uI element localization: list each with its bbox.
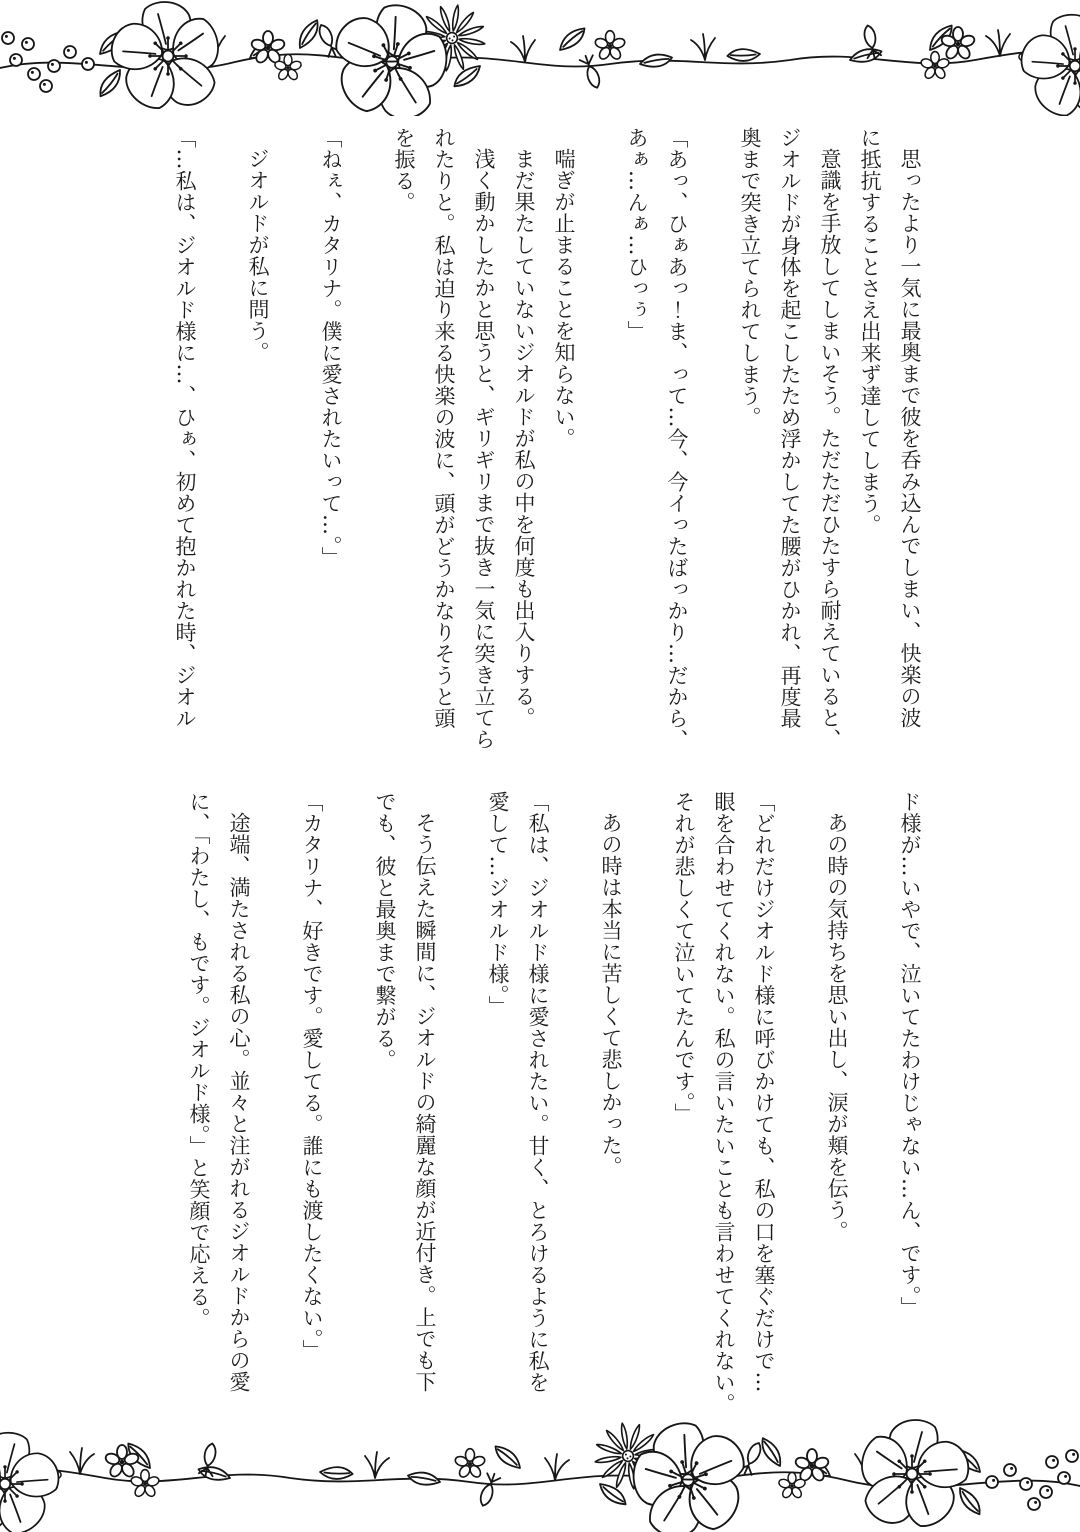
floral-border-top-illustration: [0, 0, 1080, 116]
text-column: そう伝えた瞬間に、ジオルドの綺麗な顔が近付き。上でも下: [413, 812, 437, 1393]
text-column: 途端、満たされる私の心。並々と注がれるジオルドからの愛: [227, 812, 251, 1393]
paragraph-dialogue: [311, 127, 351, 782]
text-column: 愛して…ジオルド様。」: [486, 791, 510, 1017]
paragraph: [365, 791, 445, 1446]
story-text-block-lower: [179, 791, 930, 1446]
text-column: 喘ぎが止まることを知らない。: [552, 148, 576, 449]
paragraph: [730, 127, 850, 782]
text-column: に抵抗することさえ出来ず達してしまう。: [858, 127, 882, 536]
paragraph-dialogue: [664, 791, 784, 1446]
text-column: あぁ…んぁ…ひっぅ」: [625, 127, 649, 342]
floral-garland-icon: [0, 1416, 1080, 1532]
text-column: 「どれだけジオルド様に呼びかけても、私の口を塞ぐだけで…: [752, 791, 776, 1393]
text-column: 「あっ、ひぁあっ！ま、って…今、今イったばっかり…だから、: [665, 127, 689, 751]
paragraph: [384, 127, 504, 782]
paragraph: [544, 127, 584, 782]
paragraph-dialogue: [617, 127, 697, 782]
paragraph-dialogue: [478, 791, 558, 1446]
paragraph-dialogue: [165, 127, 205, 782]
paragraph: [504, 127, 544, 782]
floral-garland-icon: [0, 0, 1080, 116]
text-column: 思ったより一気に最奥まで彼を呑み込んでしまい、快楽の波: [898, 148, 922, 729]
floral-border-bottom-illustration: [0, 1416, 1080, 1532]
text-column: でも、彼と最奥まで繋がる。: [373, 791, 397, 1071]
text-column: ジオルドが身体を起こしたため浮かしてた腰がひかれ、再度最: [778, 127, 802, 729]
paragraph-dialogue: [292, 791, 332, 1446]
paragraph: [850, 127, 930, 782]
text-column: 意識を手放してしまいそう。ただただひたすら耐えていると、: [818, 148, 842, 750]
text-column: あの時は本当に苦しくて悲しかった。: [599, 812, 623, 1178]
text-column: 「カタリナ、好きです。愛してる。誰にも渡したくない。」: [300, 791, 324, 1361]
paragraph: [817, 791, 857, 1446]
text-column: れたりと。私は迫り来る快楽の波に、頭がどうかなりそうと頭: [432, 127, 456, 729]
text-column: 「…私は、ジオルド様に…、ひぁ、初めて抱かれた時、ジオル: [173, 127, 197, 729]
text-column: まだ果たしていないジオルドが私の中を何度も出入りする。: [512, 148, 536, 729]
paragraph: [179, 791, 259, 1446]
paragraph: [238, 127, 278, 782]
text-column: それが悲しくて泣いてたんです。」: [672, 791, 696, 1125]
text-column: 眼を合わせてくれない。私の言いたいことも言わせてくれない。: [712, 791, 736, 1415]
text-column: ド様が…いやで、泣いてたわけじゃない…ん、です。」: [898, 791, 922, 1318]
story-text-block-upper: [165, 127, 930, 782]
paragraph: [591, 791, 631, 1446]
text-column: に、「わたし、もです。ジオルド様。」と笑顔で応える。: [187, 791, 211, 1329]
text-column: を振る。: [392, 127, 416, 213]
paragraph-dialogue: [890, 791, 930, 1446]
text-column: 「私は、ジオルド様に愛されたい。甘く、とろけるように私を: [526, 791, 550, 1393]
text-column: 浅く動かしたかと思うと、ギリギリまで抜き一気に突き立てら: [472, 148, 496, 750]
text-column: 奥まで突き立てられてしまう。: [738, 127, 762, 428]
text-column: 「ねぇ、カタリナ。僕に愛されたいって…。」: [319, 127, 343, 568]
text-column: あの時の気持ちを思い出し、涙が頬を伝う。: [825, 812, 849, 1242]
text-column: ジオルドが私に問う。: [246, 148, 270, 363]
